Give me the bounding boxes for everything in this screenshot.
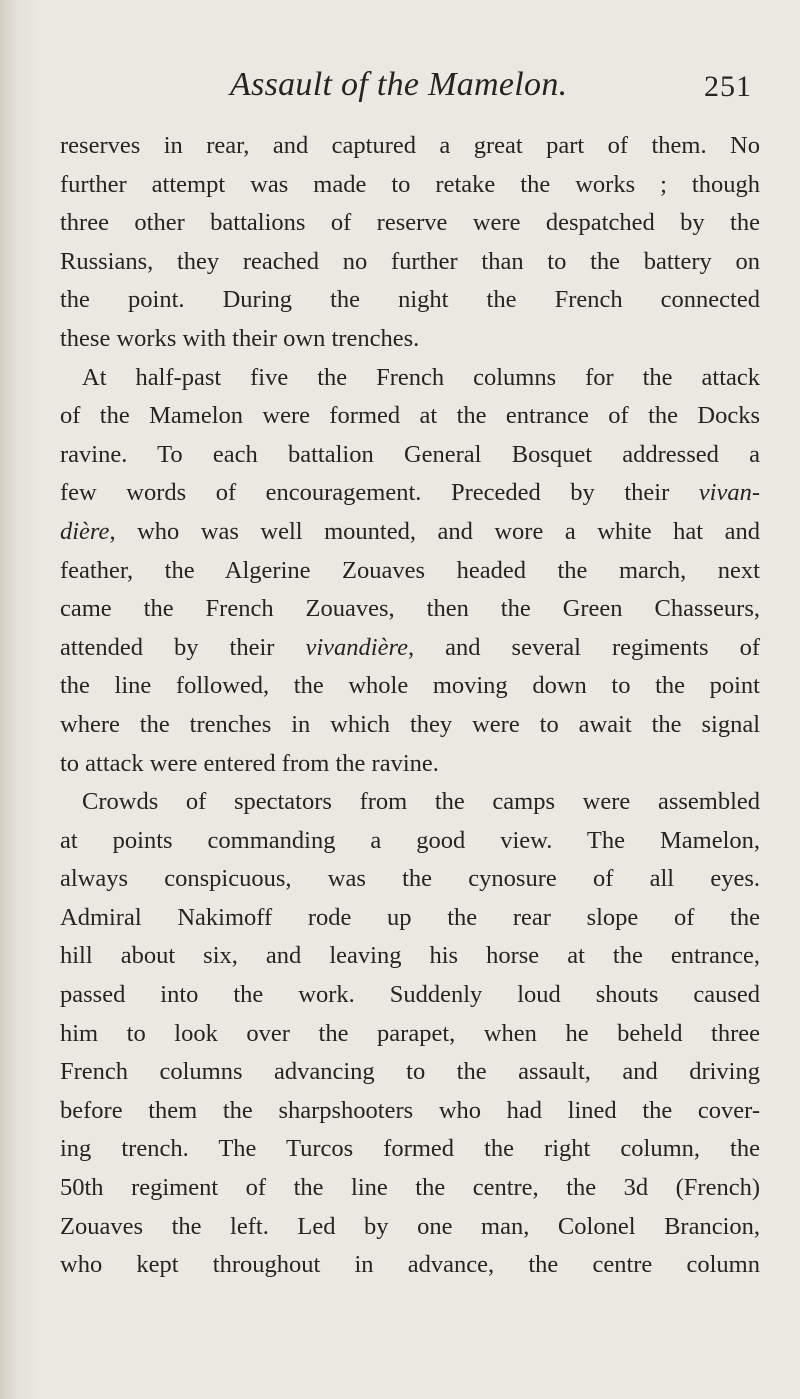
page-number: 251 [704, 70, 752, 103]
text-line: the point. During the night the French connected [60, 286, 760, 314]
text-line: 50th regiment of the line the centre, the 3d (French) [60, 1174, 760, 1202]
text-line: ing trench. The Turcos formed the right column, the [60, 1135, 760, 1163]
text-line: these works with their own trenches. [60, 324, 420, 352]
text-line: Crowds of spectators from the camps were assembled [82, 788, 760, 816]
text-segment: , and several regiments of [407, 633, 760, 661]
text-line: Russians, they reached no further than to the battery on [60, 247, 760, 275]
text-line: Admiral Nakimoff rode up the rear slope of the [60, 903, 760, 931]
text-line: before them the sharpshooters who had lined the cover- [60, 1096, 760, 1124]
body-text [60, 127, 760, 1285]
text-line: three other battalions of reserve were despatched by the [60, 209, 760, 237]
text-line: ravine. To each battalion General Bosquet addressed a [60, 440, 760, 468]
text-line: at points commanding a good view. The Mamelon, [60, 826, 760, 854]
italic-word: dière [60, 517, 110, 545]
text-segment: , who was well mounted, and wore a white hat and [109, 517, 760, 545]
text-line: where the trenches in which they were to await the signal [60, 710, 760, 738]
text-line: to attack were entered from the ravine. [60, 749, 439, 777]
text-line: him to look over the parapet, when he beheld three [60, 1019, 760, 1047]
italic-word: vivan- [698, 479, 760, 507]
page-header [0, 66, 800, 116]
text-line: hill about six, and leaving his horse at the entrance, [60, 942, 760, 970]
text-line [60, 629, 760, 668]
italic-word: vivandière [305, 633, 408, 661]
text-line [60, 513, 760, 552]
text-line: of the Mamelon were formed at the entrance of the Docks [60, 402, 760, 430]
text-line: who kept throughout in advance, the centre column [60, 1251, 760, 1279]
text-line: passed into the work. Suddenly loud shouts caused [60, 981, 760, 1009]
text-line: feather, the Algerine Zouaves headed the march, next [60, 556, 760, 584]
text-line: always conspicuous, was the cynosure of all eyes. [60, 865, 760, 893]
text-line: reserves in rear, and captured a great part of them. No [60, 132, 760, 159]
text-line: came the French Zouaves, then the Green Chasseurs, [60, 595, 760, 623]
text-segment: attended by their [60, 633, 306, 661]
running-title: Assault of the Mamelon. [230, 66, 568, 103]
text-line: further attempt was made to retake the works ; though [60, 170, 760, 198]
text-line: French columns advancing to the assault, and driving [60, 1058, 760, 1086]
text-line: Zouaves the left. Led by one man, Colonel Brancion, [60, 1212, 760, 1240]
text-line [60, 474, 760, 513]
text-line: the line followed, the whole moving down to the point [60, 672, 760, 700]
text-segment: few words of encouragement. Preceded by their [60, 479, 699, 507]
text-line: At half-past five the French columns for the attack [82, 363, 760, 391]
